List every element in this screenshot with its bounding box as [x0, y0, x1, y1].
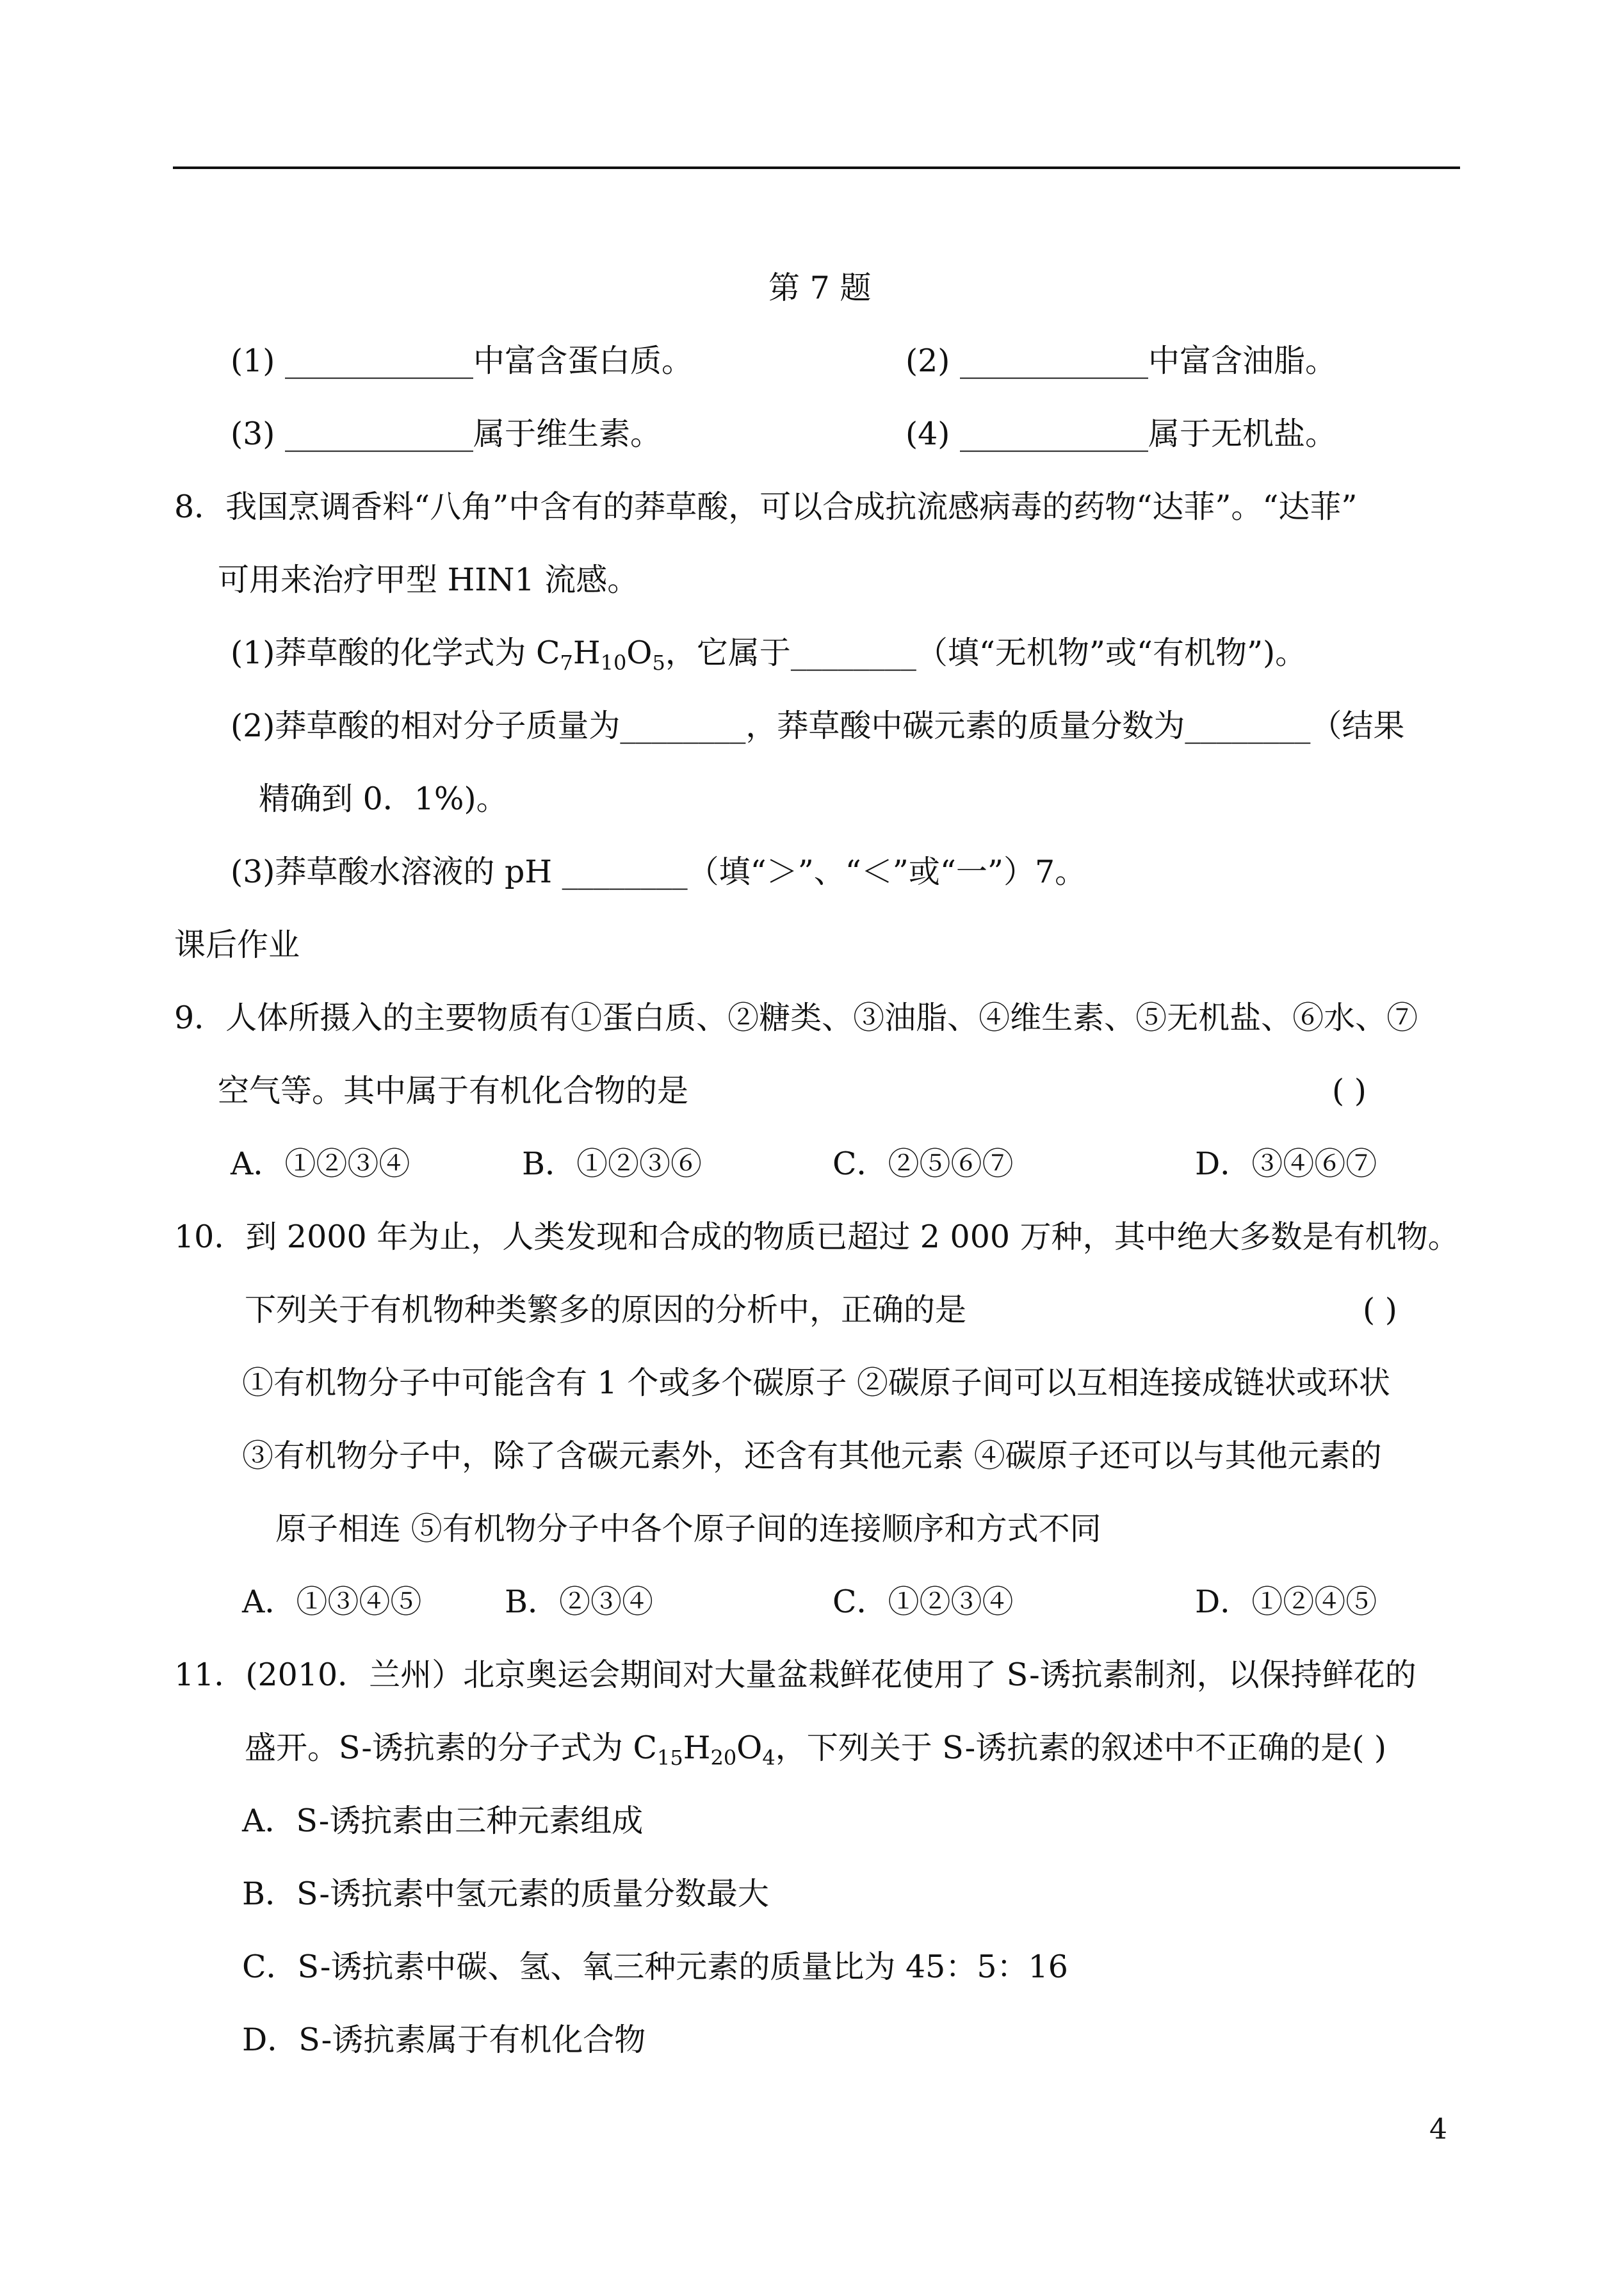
q7-item-3-number: (3) [231, 416, 275, 452]
q9-option-d: D．③④⑥⑦ [1195, 1146, 1377, 1182]
q11-formula-sub-2: 20 [710, 1746, 737, 1770]
q9-stem-line-1: 9．人体所摄入的主要物质有①蛋白质、②糖类、③油脂、④维生素、⑤无机盐、⑥水、⑦ [174, 1000, 1418, 1036]
q10-statement-line-1: ①有机物分子中可能含有 1 个或多个碳原子 ②碳原子间可以互相连接成链状或环状 [242, 1365, 1390, 1401]
section-title: 课后作业 [174, 927, 300, 963]
q9-option-a: A．①②③④ [231, 1146, 410, 1182]
q7-item-2-number: (2) [905, 343, 950, 379]
q10-option-a: A．①③④⑤ [242, 1584, 422, 1620]
q11-formula-sub-1: 15 [657, 1746, 683, 1770]
page-number: 4 [1429, 2113, 1447, 2146]
q11-option-c: C．S-诱抗素中碳、氢、氧三种元素的质量比为 45：5：16 [242, 1949, 1068, 1985]
q7-item-3 [231, 415, 662, 453]
q7-item-4-blank: ____________ [960, 416, 1148, 452]
q10-answer-paren: ( ) [1363, 1292, 1397, 1328]
q8-sub-1-d: ，它属于________（填“无机物”或“有机物”)。 [665, 635, 1307, 671]
q8-formula-sub-1: 7 [560, 651, 573, 675]
q9-option-c: C．②⑤⑥⑦ [832, 1146, 1014, 1182]
q11-stem-line-2 [245, 1729, 1386, 1777]
q9-answer-paren: ( ) [1332, 1073, 1367, 1109]
q7-item-1-text: 中富含蛋白质。 [473, 343, 694, 379]
q8-stem-line-1: 8．我国烹调香料“八角”中含有的莽草酸，可以合成抗流感病毒的药物“达菲”。“达菲” [174, 489, 1358, 525]
q11-stem-2-d: ，下列关于 S-诱抗素的叙述中不正确的是( ) [775, 1730, 1387, 1766]
q7-item-1-number: (1) [231, 343, 275, 379]
q7-item-4-number: (4) [905, 416, 950, 452]
q8-sub-3: (3)莽草酸水溶液的 pH ________（填“＞”、“＜”或“一”）7。 [231, 854, 1087, 890]
q11-option-b: B．S-诱抗素中氢元素的质量分数最大 [242, 1876, 769, 1912]
q7-item-2-blank: ____________ [960, 343, 1148, 379]
q9-option-b: B．①②③⑥ [522, 1146, 702, 1182]
q8-sub-1-b: H [572, 635, 601, 671]
q11-stem-2-a: 盛开。S-诱抗素的分子式为 C [245, 1730, 657, 1766]
q11-stem-2-c: O [736, 1730, 763, 1766]
q8-sub-1-c: O [626, 635, 653, 671]
q7-item-4 [905, 415, 1336, 453]
q8-sub-2-line-2: 精确到 0．1%)。 [259, 781, 508, 817]
q8-formula-sub-2: 10 [600, 651, 627, 675]
q10-statement-line-2: ③有机物分子中，除了含碳元素外，还含有其他元素 ④碳原子还可以与其他元素的 [242, 1438, 1382, 1474]
q7-item-3-text: 属于维生素。 [473, 416, 662, 452]
q7-item-4-text: 属于无机盐。 [1148, 416, 1337, 452]
q7-item-2 [905, 342, 1336, 380]
header-rule [173, 166, 1460, 169]
q8-formula-sub-3: 5 [652, 651, 665, 675]
q8-sub-1-a: (1)莽草酸的化学式为 C [231, 635, 560, 671]
q8-stem-line-2: 可用来治疗甲型 HIN1 流感。 [218, 562, 639, 598]
q11-stem-line-1: 11．(2010．兰州）北京奥运会期间对大量盆栽鲜花使用了 S-诱抗素制剂，以保持鲜花的 [174, 1657, 1417, 1693]
q10-stem-line-2: 下列关于有机物种类繁多的原因的分析中，正确的是 [245, 1292, 967, 1328]
q10-stem-line-1: 10．到 2000 年为止，人类发现和合成的物质已超过 2 000 万种，其中绝大多数是有机物。 [174, 1219, 1459, 1255]
q8-sub-1 [231, 634, 1306, 682]
q7-item-3-blank: ____________ [285, 416, 473, 452]
q7-item-1-blank: ____________ [285, 343, 473, 379]
q7-item-2-text: 中富含油脂。 [1148, 343, 1337, 379]
q10-option-b: B．②③④ [505, 1584, 654, 1620]
figure-caption: 第 7 题 [768, 270, 872, 306]
q11-formula-sub-3: 4 [762, 1746, 775, 1770]
q10-option-c: C．①②③④ [832, 1584, 1014, 1620]
q10-option-d: D．①②④⑤ [1195, 1584, 1377, 1620]
q9-stem-line-2: 空气等。其中属于有机化合物的是 [218, 1073, 689, 1109]
q10-statement-line-3: 原子相连 ⑤有机物分子中各个原子间的连接顺序和方式不同 [275, 1511, 1101, 1547]
q11-stem-2-b: H [683, 1730, 711, 1766]
q8-sub-2-line-1: (2)莽草酸的相对分子质量为________，莽草酸中碳元素的质量分数为________（结果 [231, 708, 1405, 744]
q7-item-1 [231, 342, 693, 380]
q11-option-d: D．S-诱抗素属于有机化合物 [242, 2022, 646, 2058]
q11-option-a: A．S-诱抗素由三种元素组成 [242, 1803, 644, 1839]
